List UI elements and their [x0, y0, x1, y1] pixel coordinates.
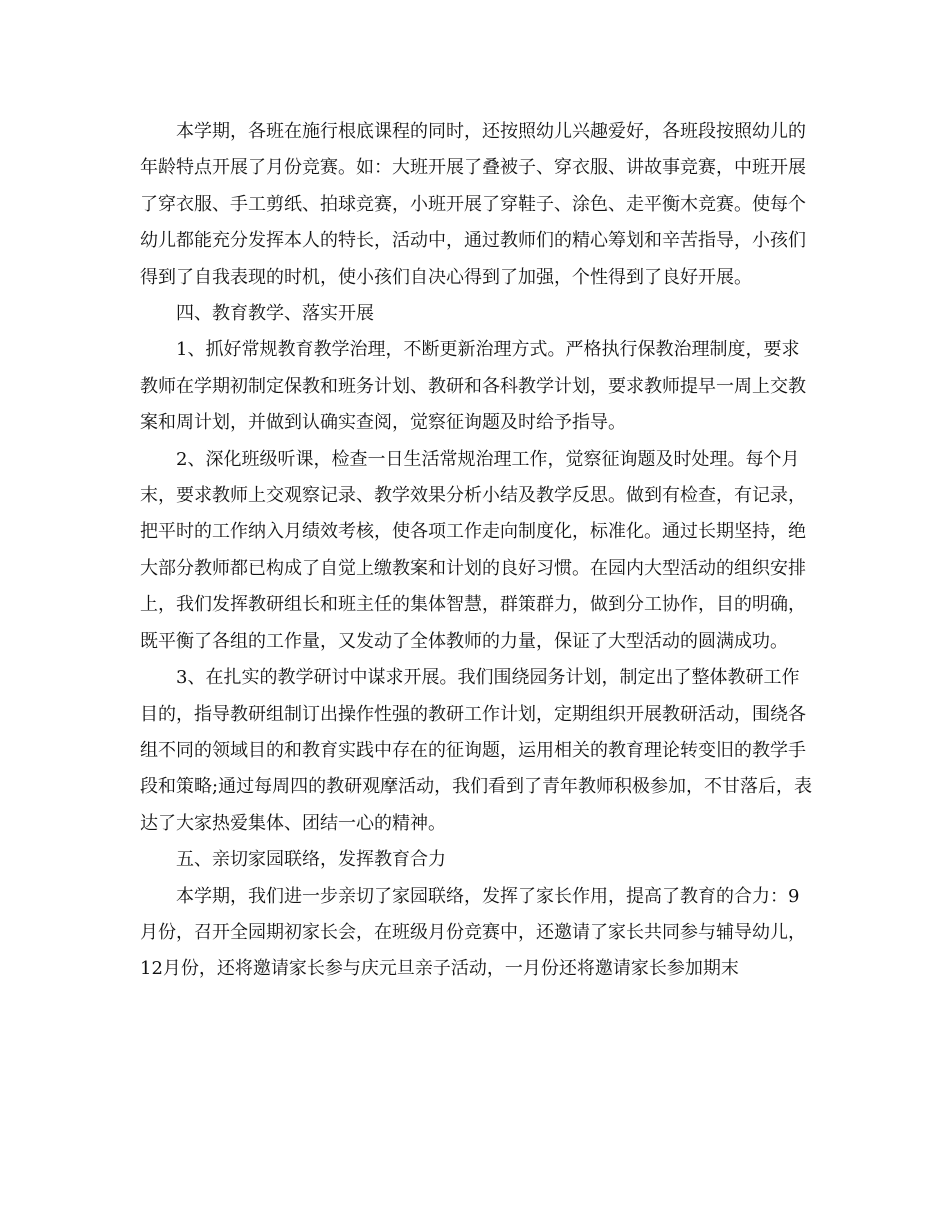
paragraph-teaching-research: 3、在扎实的教学研讨中谋求开展。我们围绕园务计划，制定出了整体教研工作目的，指导教研组制订出操作性强的教研工作计划，定期组织开展教研活动，围绕各组不同的领域目的和教育实践中存在的征询题，运用相关的教育理论转变旧的教学手段和策略;通过每周四的教研观摩活动，我们看到了青年教师积极参加，不甘落后，表达了大家热爱集体、团结一心的精神。 — [140, 667, 813, 834]
document-body — [140, 114, 815, 988]
section-heading-4: 四、教育教学、落实开展 — [176, 303, 374, 325]
paragraph-home-school-contact: 本学期，我们进一步亲切了家园联络，发挥了家长作用，提高了教育的合力：9月份，召开全园期初家长会，在班级月份竞赛中，还邀请了家长共同参与辅导幼儿，12月份，还将邀请家长参与庆元旦亲子活动，一月份还将邀请家长参加期末 — [140, 885, 806, 980]
section-heading-5: 五、亲切家园联络，发挥教育合力 — [176, 849, 446, 871]
paragraph-class-observation: 2、深化班级听课，检查一日生活常规治理工作，觉察征询题及时处理。每个月末，要求教师上交观察记录、教学效果分析小结及教学反思。做到有检查，有记录，把平时的工作纳入月绩效考核，使各项工作走向制度化，标准化。通过长期坚持，绝大部分教师都已构成了自觉上缴教案和计划的良好习惯。在园内大型活动的组织安排上，我们发挥教研组长和班主任的集体智慧，群策群力，做到分工协作，目的明确，既平衡了各组的工作量，又发动了全体教师的力量，保证了大型活动的圆满成功。 — [140, 448, 806, 652]
paragraph-monthly-competitions: 本学期，各班在施行根底课程的同时，还按照幼儿兴趣爱好，各班段按照幼儿的年龄特点开展了月份竞赛。如：大班开展了叠被子、穿衣服、讲故事竞赛，中班开展了穿衣服、手工剪纸、拍球竞赛，小班开展了穿鞋子、涂色、走平衡木竞赛。使每个幼儿都能充分发挥本人的特长，活动中，通过教师们的精心筹划和辛苦指导，小孩们得到了自我表现的时机，使小孩们自决心得到了加强，个性得到了良好开展。 — [140, 121, 806, 288]
paragraph-routine-management: 1、抓好常规教育教学治理，不断更新治理方式。严格执行保教治理制度，要求教师在学期初制定保教和班务计划、教研和各科教学计划，要求教师提早一周上交教案和周计划，并做到认确实查阅，觉察征询题及时给予指导。 — [140, 339, 806, 434]
